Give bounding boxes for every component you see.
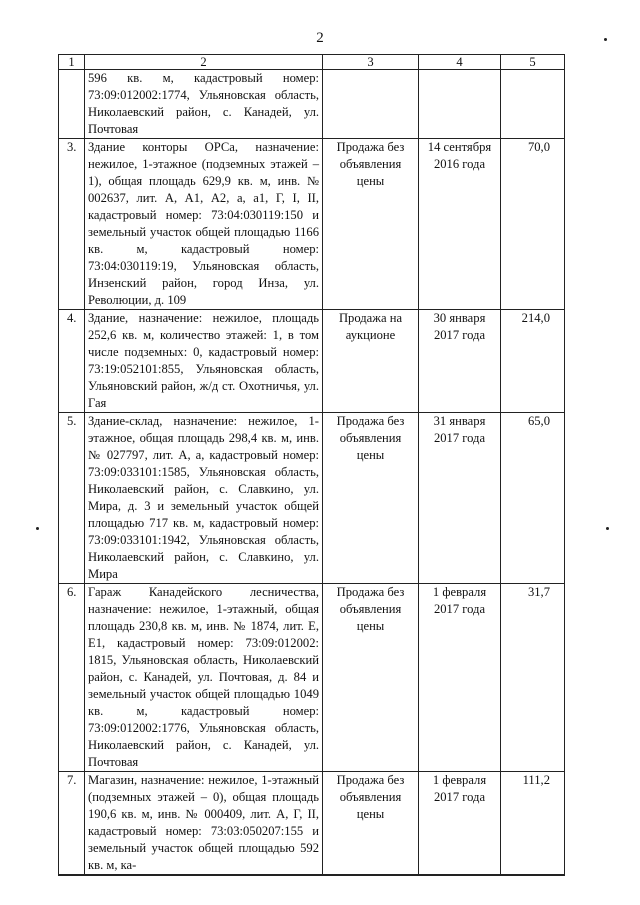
row-number: 6. (59, 584, 85, 772)
property-description: Здание, назначение: нежилое, площадь 252,6 кв. м, количество этажей: 1, в том числе подземных: 0, кадастровый номер: 73:19:052101:855, Ульяновская область, Ульяновский район, ж/д ст. Охотничья, ул. Гая (85, 310, 323, 413)
sale-date: 1 февраля 2017 года (419, 772, 501, 875)
sale-price: 31,7 (501, 584, 565, 772)
sale-method: Продажа без объявления цены (323, 413, 419, 584)
table-row (59, 875, 565, 876)
sale-method: Продажа без объявления цены (323, 139, 419, 310)
row-number: 3. (59, 139, 85, 310)
scan-speck (606, 527, 609, 530)
header-cell: 3 (323, 55, 419, 70)
sale-date: 1 февраля 2017 года (419, 584, 501, 772)
header-cell: 4 (419, 55, 501, 70)
table-header-row (59, 55, 565, 70)
sale-price: 70,0 (501, 139, 565, 310)
row-number (59, 70, 85, 139)
scan-speck (604, 38, 607, 41)
row-number: 5. (59, 413, 85, 584)
property-description: Здание конторы ОРСа, назначение: нежилое, 1-этажное (подземных этажей – 1), общая площадь 629,9 кв. м, инв. № 002637, лит. А, А1, А2, а, а1, Г, I, II, кадастровый номер: 73:04:030119:150 и земельный участок общей площадью 1166 кв. м, кадастровый номер: 73:04:030119:19, Ульяновская область, Инзенский район, город Инза, ул. Революции, д. 109 (85, 139, 323, 310)
header-cell: 5 (501, 55, 565, 70)
sale-date: 31 января 2017 года (419, 413, 501, 584)
table-row (59, 413, 565, 584)
property-description (85, 875, 323, 876)
row-number: 7. (59, 772, 85, 875)
property-description: Гараж Канадейского лесничества, назначение: нежилое, 1-этажный, общая площадь 230,8 кв. м, инв. № 1874, лит. Е, Е1, кадастровый номер: 73:09:012002: 1815, Ульяновская область, Николаевский район, с. Канадей, ул. Почтовая, д. 84 и земельный участок общей площадью 1049 кв. м, кадастровый номер: 73:09:012002:1776, Ульяновская область, Николаевский район, с. Канадей, ул. Почтовая (85, 584, 323, 772)
row-number: 4. (59, 310, 85, 413)
header-cell: 1 (59, 55, 85, 70)
sale-date (419, 875, 501, 876)
table-row (59, 70, 565, 139)
sale-price (501, 875, 565, 876)
sale-date: 14 сентября 2016 года (419, 139, 501, 310)
sale-price: 111,2 (501, 772, 565, 875)
property-description: Здание-склад, назначение: нежилое, 1-этажное, общая площадь 298,4 кв. м, инв. № 027797, лит. А, а, кадастровый номер: 73:09:033101:1585, Ульяновская область, Николаевский район, с. Славкино, ул. Мира, д. 3 и земельный участок общей площадью 717 кв. м, кадастровый номер: 73:09:033101:1942, Ульяновская область, Николаевский район, с. Славкино, ул. Мира (85, 413, 323, 584)
sale-method: Продажа на аукционе (323, 310, 419, 413)
sale-method (323, 70, 419, 139)
sale-method: Продажа без объявления цены (323, 584, 419, 772)
table-row (59, 772, 565, 875)
sale-price (501, 70, 565, 139)
table-row (59, 584, 565, 772)
sale-price: 214,0 (501, 310, 565, 413)
table-row (59, 310, 565, 413)
property-description: 596 кв. м, кадастровый номер: 73:09:012002:1774, Ульяновская область, Николаевский район, с. Канадей, ул. Почтовая (85, 70, 323, 139)
sale-method (323, 875, 419, 876)
sale-date (419, 70, 501, 139)
sale-method: Продажа без объявления цены (323, 772, 419, 875)
scan-speck (36, 527, 39, 530)
page-number: 2 (316, 30, 324, 46)
row-number (59, 875, 85, 876)
property-description: Магазин, назначение: нежилое, 1-этажный (подземных этажей – 0), общая площадь 190,6 кв. м, инв. № 000409, лит. А, Г, II, кадастровый номер: 73:03:050207:155 и земельный участок общей площадью 592 кв. м, ка- (85, 772, 323, 875)
header-cell: 2 (85, 55, 323, 70)
sale-price: 65,0 (501, 413, 565, 584)
sale-date: 30 января 2017 года (419, 310, 501, 413)
table-row (59, 139, 565, 310)
property-table (58, 54, 565, 876)
